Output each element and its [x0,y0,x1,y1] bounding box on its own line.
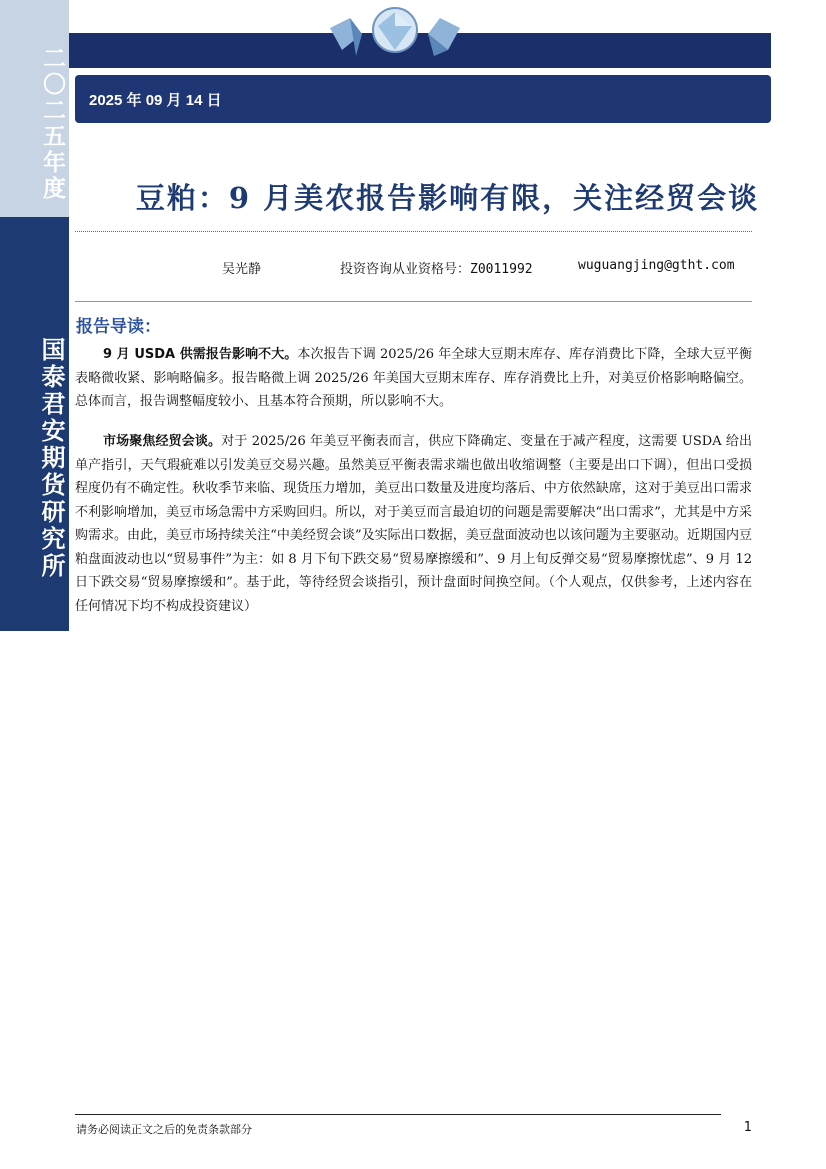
report-date: 2025 年 09 月 14 日 [89,92,222,109]
sidebar-year: 二〇二五年度 [39,46,66,202]
date-banner [75,75,771,123]
summary-paragraph [75,343,752,414]
footer-divider [75,1114,721,1115]
page-number: 1 [743,1120,752,1135]
footer-disclaimer: 请务必阅读正文之后的免责条款部分 [76,1123,252,1136]
author-divider [75,301,752,302]
title-divider [75,231,752,232]
section-heading: 报告导读： [76,317,161,337]
sidebar-org-name: 国泰君安期货研究所 [37,336,66,580]
license-number: 投资咨询从业资格号：Z0011992 [340,262,533,277]
author-name: 吴光静 [222,262,262,277]
author-email[interactable]: wuguangjing@gtht.com [578,258,735,273]
report-title: 豆粕：9 月美农报告影响有限，关注经贸会谈 [135,181,760,215]
gem-logo-icon [320,4,470,68]
paragraph-lead: 市场聚焦经贸会谈。 [103,434,222,449]
paragraph-body: 本次报告下调 2025/26 年全球大豆期末库存、库存消费比下降，全球大豆平衡表略微收紧、影响略偏多。报告略微上调 2025/26 年美国大豆期末库存、库存消费比上升，对美豆价格影响略偏空。总体而言，报告调整幅度较小、且基本符合预期，所以影响不大。 [75,347,752,409]
summary-paragraph [75,430,752,618]
paragraph-lead: 9 月 USDA 供需报告影响不大。 [103,347,298,362]
paragraph-body: 对于 2025/26 年美豆平衡表而言，供应下降确定、变量在于减产程度，这需要 USDA 给出单产指引，天气瑕疵难以引发美豆交易兴趣。虽然美豆平衡表需求端也做出收缩调整（主要是出口下调），但出口受损程度仍有不确定性。秋收季节来临、现货压力增加，美豆出口数量及进度均落后、中方依然缺席，这对于美豆出口需求不利影响增加，美豆市场急需中方采购回归。所以，对于美豆而言最迫切的问题是需要解决“出口需求”，尤其是中方采购需求。由此，美豆市场持续关注“中美经贸会谈”及实际出口数据，美豆盘面波动也以该问题为主要驱动。近期国内豆粕盘面波动也以“贸易事件”为主：如 8 月下旬下跌交易“贸易摩擦缓和”、9 月上旬反弹交易“贸易摩擦忧虑”、9 月 12 日下跌交易“贸易摩擦缓和”。基于此，等待经贸会谈指引，预计盘面时间换空间。（个人观点，仅供参考，上述内容在任何情况下均不构成投资建议） [75,434,752,614]
